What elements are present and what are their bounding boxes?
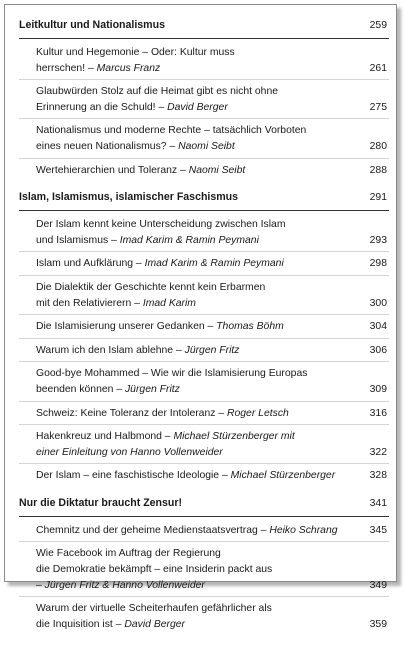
toc-entry bbox=[19, 429, 389, 464]
entry-title-line: Good-bye Mohammed – Wie wir die Islamisierung Europas bbox=[36, 368, 308, 380]
toc-section bbox=[19, 191, 389, 487]
toc-entry bbox=[19, 217, 389, 252]
entry-page-number: 359 bbox=[369, 618, 387, 630]
entry-author: David Berger bbox=[167, 101, 228, 113]
entry-author: Jürgen Fritz & Hanno Vollenweider bbox=[44, 579, 205, 591]
entry-page-number: 298 bbox=[369, 258, 387, 270]
section-title: Nur die Diktatur braucht Zensur! bbox=[19, 496, 183, 509]
section-heading bbox=[19, 497, 389, 517]
entry-title-line: Wertehierarchien und Toleranz – bbox=[36, 164, 189, 176]
toc-entry bbox=[19, 163, 389, 182]
entry-title-line: Der Islam kennt keine Unterscheidung zwischen Islam bbox=[36, 219, 286, 231]
entry-text bbox=[36, 84, 365, 115]
section-page-number: 341 bbox=[369, 497, 387, 509]
entry-title-line: Schweiz: Keine Toleranz der Intoleranz – bbox=[36, 407, 227, 419]
entry-page-number: 349 bbox=[369, 579, 387, 591]
toc-section bbox=[19, 497, 389, 636]
toc-entry bbox=[19, 468, 389, 487]
entry-author: Imad Karim & Ramin Peymani bbox=[119, 234, 259, 246]
entry-title-line: – bbox=[36, 579, 45, 591]
entry-author: Michael Stürzenberger mit bbox=[173, 431, 295, 443]
entry-author: Imad Karim & Ramin Peymani bbox=[144, 258, 284, 270]
toc-section bbox=[19, 19, 389, 181]
entry-title-line: und Islamismus – bbox=[36, 234, 120, 246]
entry-page-number: 309 bbox=[369, 383, 387, 395]
entry-title-line: Wie Facebook im Auftrag der Regierung bbox=[36, 548, 221, 560]
entry-text bbox=[36, 546, 365, 593]
section-heading bbox=[19, 19, 389, 39]
entry-page-number: 288 bbox=[369, 164, 387, 176]
entry-text bbox=[36, 123, 365, 154]
entry-text bbox=[36, 256, 365, 272]
entry-text bbox=[36, 280, 365, 311]
entry-page-number: 280 bbox=[369, 140, 387, 152]
entry-author: Thomas Böhm bbox=[216, 321, 284, 333]
toc-entry bbox=[19, 366, 389, 401]
entry-text bbox=[36, 468, 365, 484]
toc-entry bbox=[19, 546, 389, 597]
toc-entry bbox=[19, 406, 389, 426]
entry-title-line: Der Islam – eine faschistische Ideologie – bbox=[36, 470, 231, 482]
section-title: Leitkultur und Nationalismus bbox=[19, 19, 165, 31]
entry-text bbox=[36, 366, 365, 397]
entry-text bbox=[36, 601, 365, 632]
section-title: Islam, Islamismus, islamischer Faschismus bbox=[19, 191, 239, 204]
entry-page-number: 328 bbox=[369, 470, 387, 482]
entry-title-line: Chemnitz und der geheime Medienstaatsvertrag – bbox=[36, 524, 270, 536]
entry-title-line: Warum der virtuelle Scheiterhaufen gefährlicher als bbox=[36, 603, 272, 615]
table-of-contents bbox=[19, 19, 389, 645]
entry-page-number: 306 bbox=[369, 344, 387, 356]
toc-entry bbox=[19, 280, 389, 315]
entry-author: Imad Karim bbox=[142, 297, 196, 309]
toc-entry bbox=[19, 601, 389, 635]
toc-entry bbox=[19, 256, 389, 276]
entry-page-number: 322 bbox=[369, 446, 387, 458]
section-page-number: 259 bbox=[369, 20, 387, 31]
entry-author: Jürgen Fritz bbox=[124, 383, 180, 395]
entry-text bbox=[36, 429, 365, 460]
entry-author: Naomi Seibt bbox=[178, 140, 235, 152]
entry-text bbox=[36, 523, 365, 539]
entry-title-line: Die Dialektik der Geschichte kennt kein Erbarmen bbox=[36, 281, 266, 293]
entry-title-line: Kultur und Hegemonie – Oder: Kultur muss bbox=[36, 47, 235, 58]
entry-title-line: Nationalismus und moderne Rechte – tatsächlich Vorboten bbox=[36, 125, 307, 137]
entry-title-line: Glaubwürden Stolz auf die Heimat gibt es nicht ohne bbox=[36, 86, 279, 98]
entry-text bbox=[36, 343, 365, 359]
entry-page-number: 300 bbox=[369, 297, 387, 309]
entry-text bbox=[36, 319, 365, 335]
section-heading bbox=[19, 191, 389, 211]
entry-text bbox=[36, 45, 365, 76]
entry-text bbox=[36, 217, 365, 248]
section-page-number: 291 bbox=[369, 192, 387, 204]
entry-page-number: 345 bbox=[369, 524, 387, 536]
entry-author: Michael Stürzenberger bbox=[230, 470, 336, 482]
toc-entry bbox=[19, 343, 389, 363]
entry-page-number: 304 bbox=[369, 321, 387, 333]
entry-page-number: 275 bbox=[369, 101, 387, 113]
toc-entry bbox=[19, 45, 389, 80]
book-page bbox=[4, 4, 397, 630]
entry-title-line: mit den Relativierern – bbox=[36, 297, 143, 309]
entry-title-line: beenden können – bbox=[36, 383, 125, 395]
entry-text bbox=[36, 406, 365, 422]
entry-author-continued: einer Einleitung von Hanno Vollenweider bbox=[36, 446, 223, 458]
entry-author: Naomi Seibt bbox=[188, 164, 246, 176]
toc-entry bbox=[19, 84, 389, 119]
entry-title-line: Erinnerung an die Schuld! – bbox=[36, 101, 168, 113]
entry-author: Roger Letsch bbox=[227, 407, 289, 419]
toc-entry bbox=[19, 523, 389, 543]
entry-title-line: die Demokratie bekämpft – eine Insiderin packt aus bbox=[36, 564, 273, 576]
entry-author: Jürgen Fritz bbox=[184, 344, 240, 356]
entry-text bbox=[36, 163, 365, 179]
entry-page-number: 261 bbox=[369, 62, 387, 74]
entry-author: Heiko Schrang bbox=[269, 524, 338, 536]
entry-page-number: 293 bbox=[369, 234, 387, 246]
entry-author: David Berger bbox=[124, 618, 186, 630]
entry-title-line: die Inquisition ist – bbox=[36, 618, 125, 630]
entry-title-line: Hakenkreuz und Halbmond – bbox=[36, 431, 174, 443]
entry-author: Marcus Franz bbox=[96, 62, 161, 74]
entry-page-number: 316 bbox=[369, 407, 387, 419]
entry-title-line: herrschen! – bbox=[36, 62, 97, 74]
toc-entry bbox=[19, 123, 389, 158]
entry-title-line: Warum ich den Islam ablehne – bbox=[36, 344, 185, 356]
entry-title-line: Die Islamisierung unserer Gedanken – bbox=[36, 321, 217, 333]
entry-title-line: eines neuen Nationalismus? – bbox=[36, 140, 179, 152]
toc-entry bbox=[19, 319, 389, 339]
entry-title-line: Islam und Aufklärung – bbox=[36, 258, 145, 270]
